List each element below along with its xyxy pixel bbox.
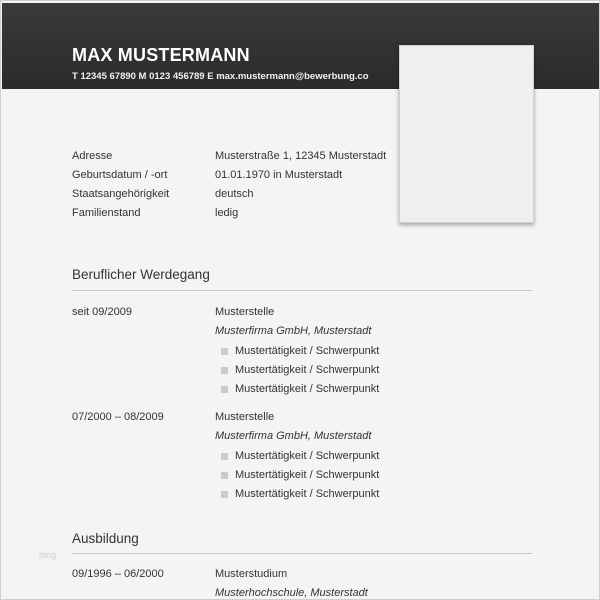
bullet-icon bbox=[221, 453, 228, 460]
personal-label-nationality: Staatsangehörigkeit bbox=[72, 188, 170, 200]
career-task: Mustertätigkeit / Schwerpunkt bbox=[235, 364, 380, 376]
personal-value-birth: 01.01.1970 in Musterstadt bbox=[215, 169, 343, 181]
career-period: 07/2000 – 08/2009 bbox=[72, 411, 164, 423]
personal-value-nationality: deutsch bbox=[215, 188, 254, 200]
career-company: Musterfirma GmbH, Musterstadt bbox=[215, 325, 372, 337]
education-period: 09/1996 – 06/2000 bbox=[72, 568, 164, 580]
section-heading-career: Beruflicher Werdegang bbox=[72, 267, 210, 282]
career-position: Musterstelle bbox=[215, 411, 275, 423]
personal-label-birth: Geburtsdatum / -ort bbox=[72, 169, 168, 181]
contact-line: T 12345 67890 M 0123 456789 E max.mustermann@bewerbung.co bbox=[72, 71, 369, 82]
applicant-name: MAX MUSTERMANN bbox=[72, 45, 250, 65]
bullet-icon bbox=[221, 386, 228, 393]
career-position: Musterstelle bbox=[215, 306, 275, 318]
education-title: Musterstudium bbox=[215, 568, 288, 580]
photo-placeholder bbox=[399, 45, 534, 223]
personal-value-address: Musterstraße 1, 12345 Musterstadt bbox=[215, 150, 387, 162]
education-institution: Musterhochschule, Musterstadt bbox=[215, 587, 368, 599]
watermark-text: blog bbox=[39, 550, 57, 560]
career-task: Mustertätigkeit / Schwerpunkt bbox=[235, 345, 380, 357]
career-company: Musterfirma GmbH, Musterstadt bbox=[215, 430, 372, 442]
career-task: Mustertätigkeit / Schwerpunkt bbox=[235, 469, 380, 481]
career-task: Mustertätigkeit / Schwerpunkt bbox=[235, 383, 380, 395]
bullet-icon bbox=[221, 491, 228, 498]
career-task: Mustertätigkeit / Schwerpunkt bbox=[235, 488, 380, 500]
personal-value-marital: ledig bbox=[215, 207, 239, 219]
career-period: seit 09/2009 bbox=[72, 306, 132, 318]
bullet-icon bbox=[221, 367, 228, 374]
section-divider bbox=[72, 553, 532, 554]
bullet-icon bbox=[221, 472, 228, 479]
bullet-icon bbox=[221, 348, 228, 355]
section-divider bbox=[72, 290, 532, 291]
personal-label-marital: Familienstand bbox=[72, 207, 141, 219]
section-heading-education: Ausbildung bbox=[72, 531, 139, 546]
career-task: Mustertätigkeit / Schwerpunkt bbox=[235, 450, 380, 462]
personal-label-address: Adresse bbox=[72, 150, 113, 162]
